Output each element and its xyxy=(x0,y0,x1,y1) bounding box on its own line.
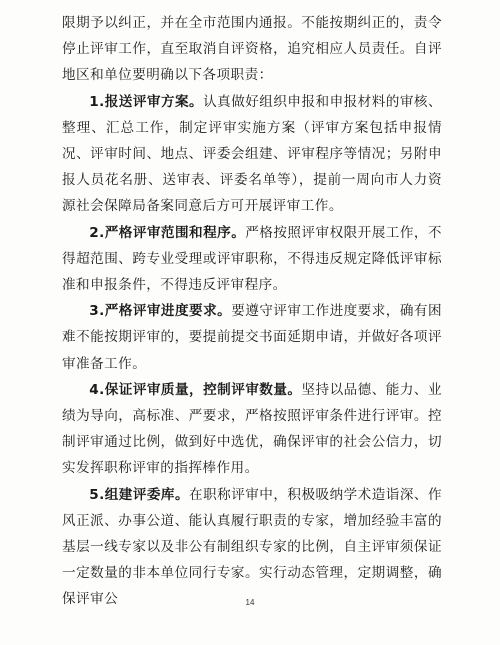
paragraph-item-1 xyxy=(62,89,442,220)
paragraph-intro xyxy=(62,10,442,89)
paragraph-item-3 xyxy=(62,298,442,377)
document-body xyxy=(62,10,442,613)
paragraph-intro-text: 限期予以纠正，并在全市范围内通报。不能按期纠正的，责令停止评审工作，直至取消自评资格，追究相应人员责任。自评地区和单位要明确以下各项职责： xyxy=(62,15,442,84)
item-4-text: 坚持以品德、能力、业绩为导向，高标准、严要求，严格按照评审条件进行评审。控制评审通过比例，做到好中选优，确保评审的社会公信力，切实发挥职称评审的指挥棒作用。 xyxy=(62,381,442,477)
item-1-heading: 1.报送评审方案。 xyxy=(89,93,204,110)
item-4-heading: 4.保证评审质量，控制评审数量。 xyxy=(89,381,302,398)
item-3-text: 要遵守评审工作进度要求，确有困难不能按期评审的，要提前提交书面延期申请，并做好各项评审准备工作。 xyxy=(62,303,442,372)
item-5-text: 在职称评审中，积极吸纳学术造诣深、作风正派、办事公道、能认真履行职责的专家，增加经验丰富的基层一线专家以及非公有制组织专家的比例，自主评审须保证一定数量的非本单位同行专家。实行动态管理，定期调整，确保评审公 xyxy=(62,486,442,608)
item-5-heading: 5.组建评委库。 xyxy=(89,486,190,503)
item-1-text: 认真做好组织申报和申报材料的审核、整理、汇总工作，制定评审实施方案（评审方案包括申报情况、评审时间、地点、评委会组建、评审程序等情况；另附申报人员花名册、送审表、评委名单等），提前一周向市人力资源社会保障局备案同意后方可开展评审工作。 xyxy=(62,93,442,215)
page-number: 14 xyxy=(245,598,255,607)
item-2-heading: 2.严格评审范围和程序。 xyxy=(89,224,246,241)
paragraph-item-4 xyxy=(62,377,442,482)
paragraph-item-5 xyxy=(62,482,442,613)
item-3-heading: 3.严格评审进度要求。 xyxy=(89,303,232,320)
paragraph-item-2 xyxy=(62,220,442,299)
item-2-text: 严格按照评审权限开展工作，不得超范围、跨专业受理或评审职称，不得违反规定降低评审标准和申报条件，不得违反评审程序。 xyxy=(62,224,442,294)
